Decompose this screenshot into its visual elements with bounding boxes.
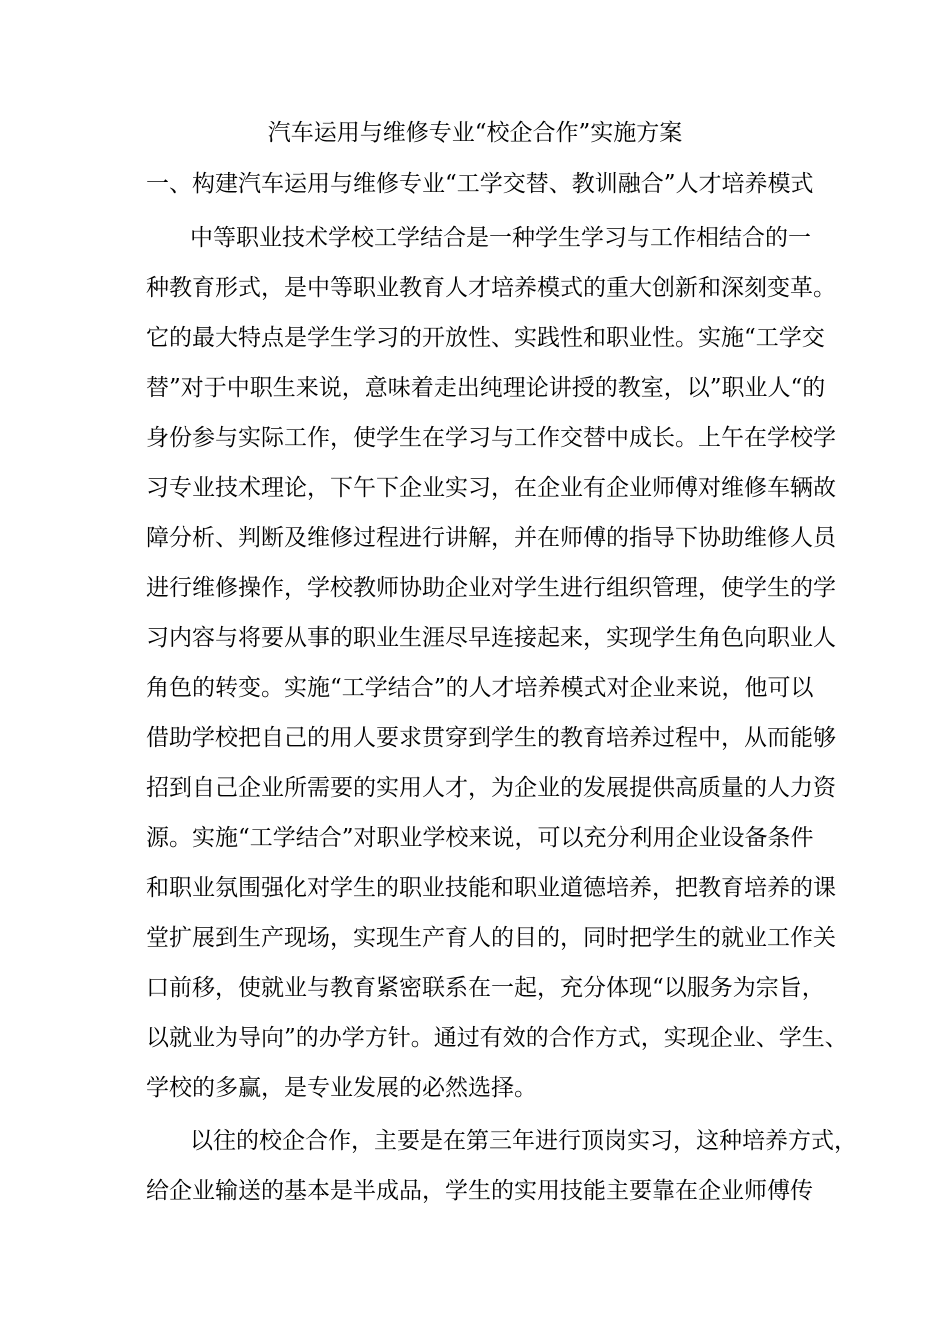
paragraph-1-line: 源。实施“工学结合”对职业学校来说，可以充分利用企业设备条件: [146, 825, 814, 851]
paragraph-1-line: 习专业技术理论，下午下企业实习，在企业有企业师傅对维修车辆故: [146, 475, 836, 501]
paragraph-1-line: 它的最大特点是学生学习的开放性、实践性和职业性。实施“工学交: [146, 325, 825, 351]
paragraph-1-line: 招到自己企业所需要的实用人才，为企业的发展提供高质量的人力资: [146, 775, 836, 801]
paragraph-1-line: 进行维修操作，学校教师协助企业对学生进行组织管理，使学生的学: [146, 575, 836, 601]
paragraph-1-line: 和职业氛围强化对学生的职业技能和职业道德培养，把教育培养的课: [146, 875, 836, 901]
paragraph-1-line: 种教育形式，是中等职业教育人才培养模式的重大创新和深刻变革。: [146, 275, 836, 301]
paragraph-1-line: 障分析、判断及维修过程进行讲解，并在师傅的指导下协助维修人员: [146, 525, 836, 551]
paragraph-1-line: 以就业为导向”的办学方针。通过有效的合作方式，实现企业、学生、: [146, 1025, 848, 1051]
paragraph-1-line: 身份参与实际工作，使学生在学习与工作交替中成长。上午在学校学: [146, 425, 836, 451]
paragraph-1-line: 角色的转变。实施“工学结合”的人才培养模式对企业来说，他可以: [146, 675, 814, 701]
paragraph-2-line: 以往的校企合作，主要是在第三年进行顶岗实习，这种培养方式，: [190, 1128, 857, 1154]
paragraph-1-line: 习内容与将要从事的职业生涯尽早连接起来，实现学生角色向职业人: [146, 625, 836, 651]
paragraph-1-line: 学校的多赢，是专业发展的必然选择。: [146, 1075, 537, 1101]
paragraph-1-line: 替”对于中职生来说，意味着走出纯理论讲授的教室，以”职业人“的: [146, 375, 826, 401]
paragraph-1-line: 口前移，使就业与教育紧密联系在一起，充分体现“以服务为宗旨，: [146, 975, 825, 1001]
paragraph-1-line: 堂扩展到生产现场，实现生产育人的目的，同时把学生的就业工作关: [146, 925, 836, 951]
paragraph-1-line: 借助学校把自己的用人要求贯穿到学生的教育培养过程中，从而能够: [146, 725, 836, 751]
paragraph-2-line: 给企业输送的基本是半成品，学生的实用技能主要靠在企业师傅传: [146, 1178, 813, 1204]
paragraph-1-line: 中等职业技术学校工学结合是一种学生学习与工作相结合的一: [190, 225, 811, 251]
section-heading: 一、构建汽车运用与维修专业“工学交替、教训融合”人才培养模式: [146, 171, 814, 197]
document-title: 汽车运用与维修专业“校企合作”实施方案: [267, 120, 683, 146]
